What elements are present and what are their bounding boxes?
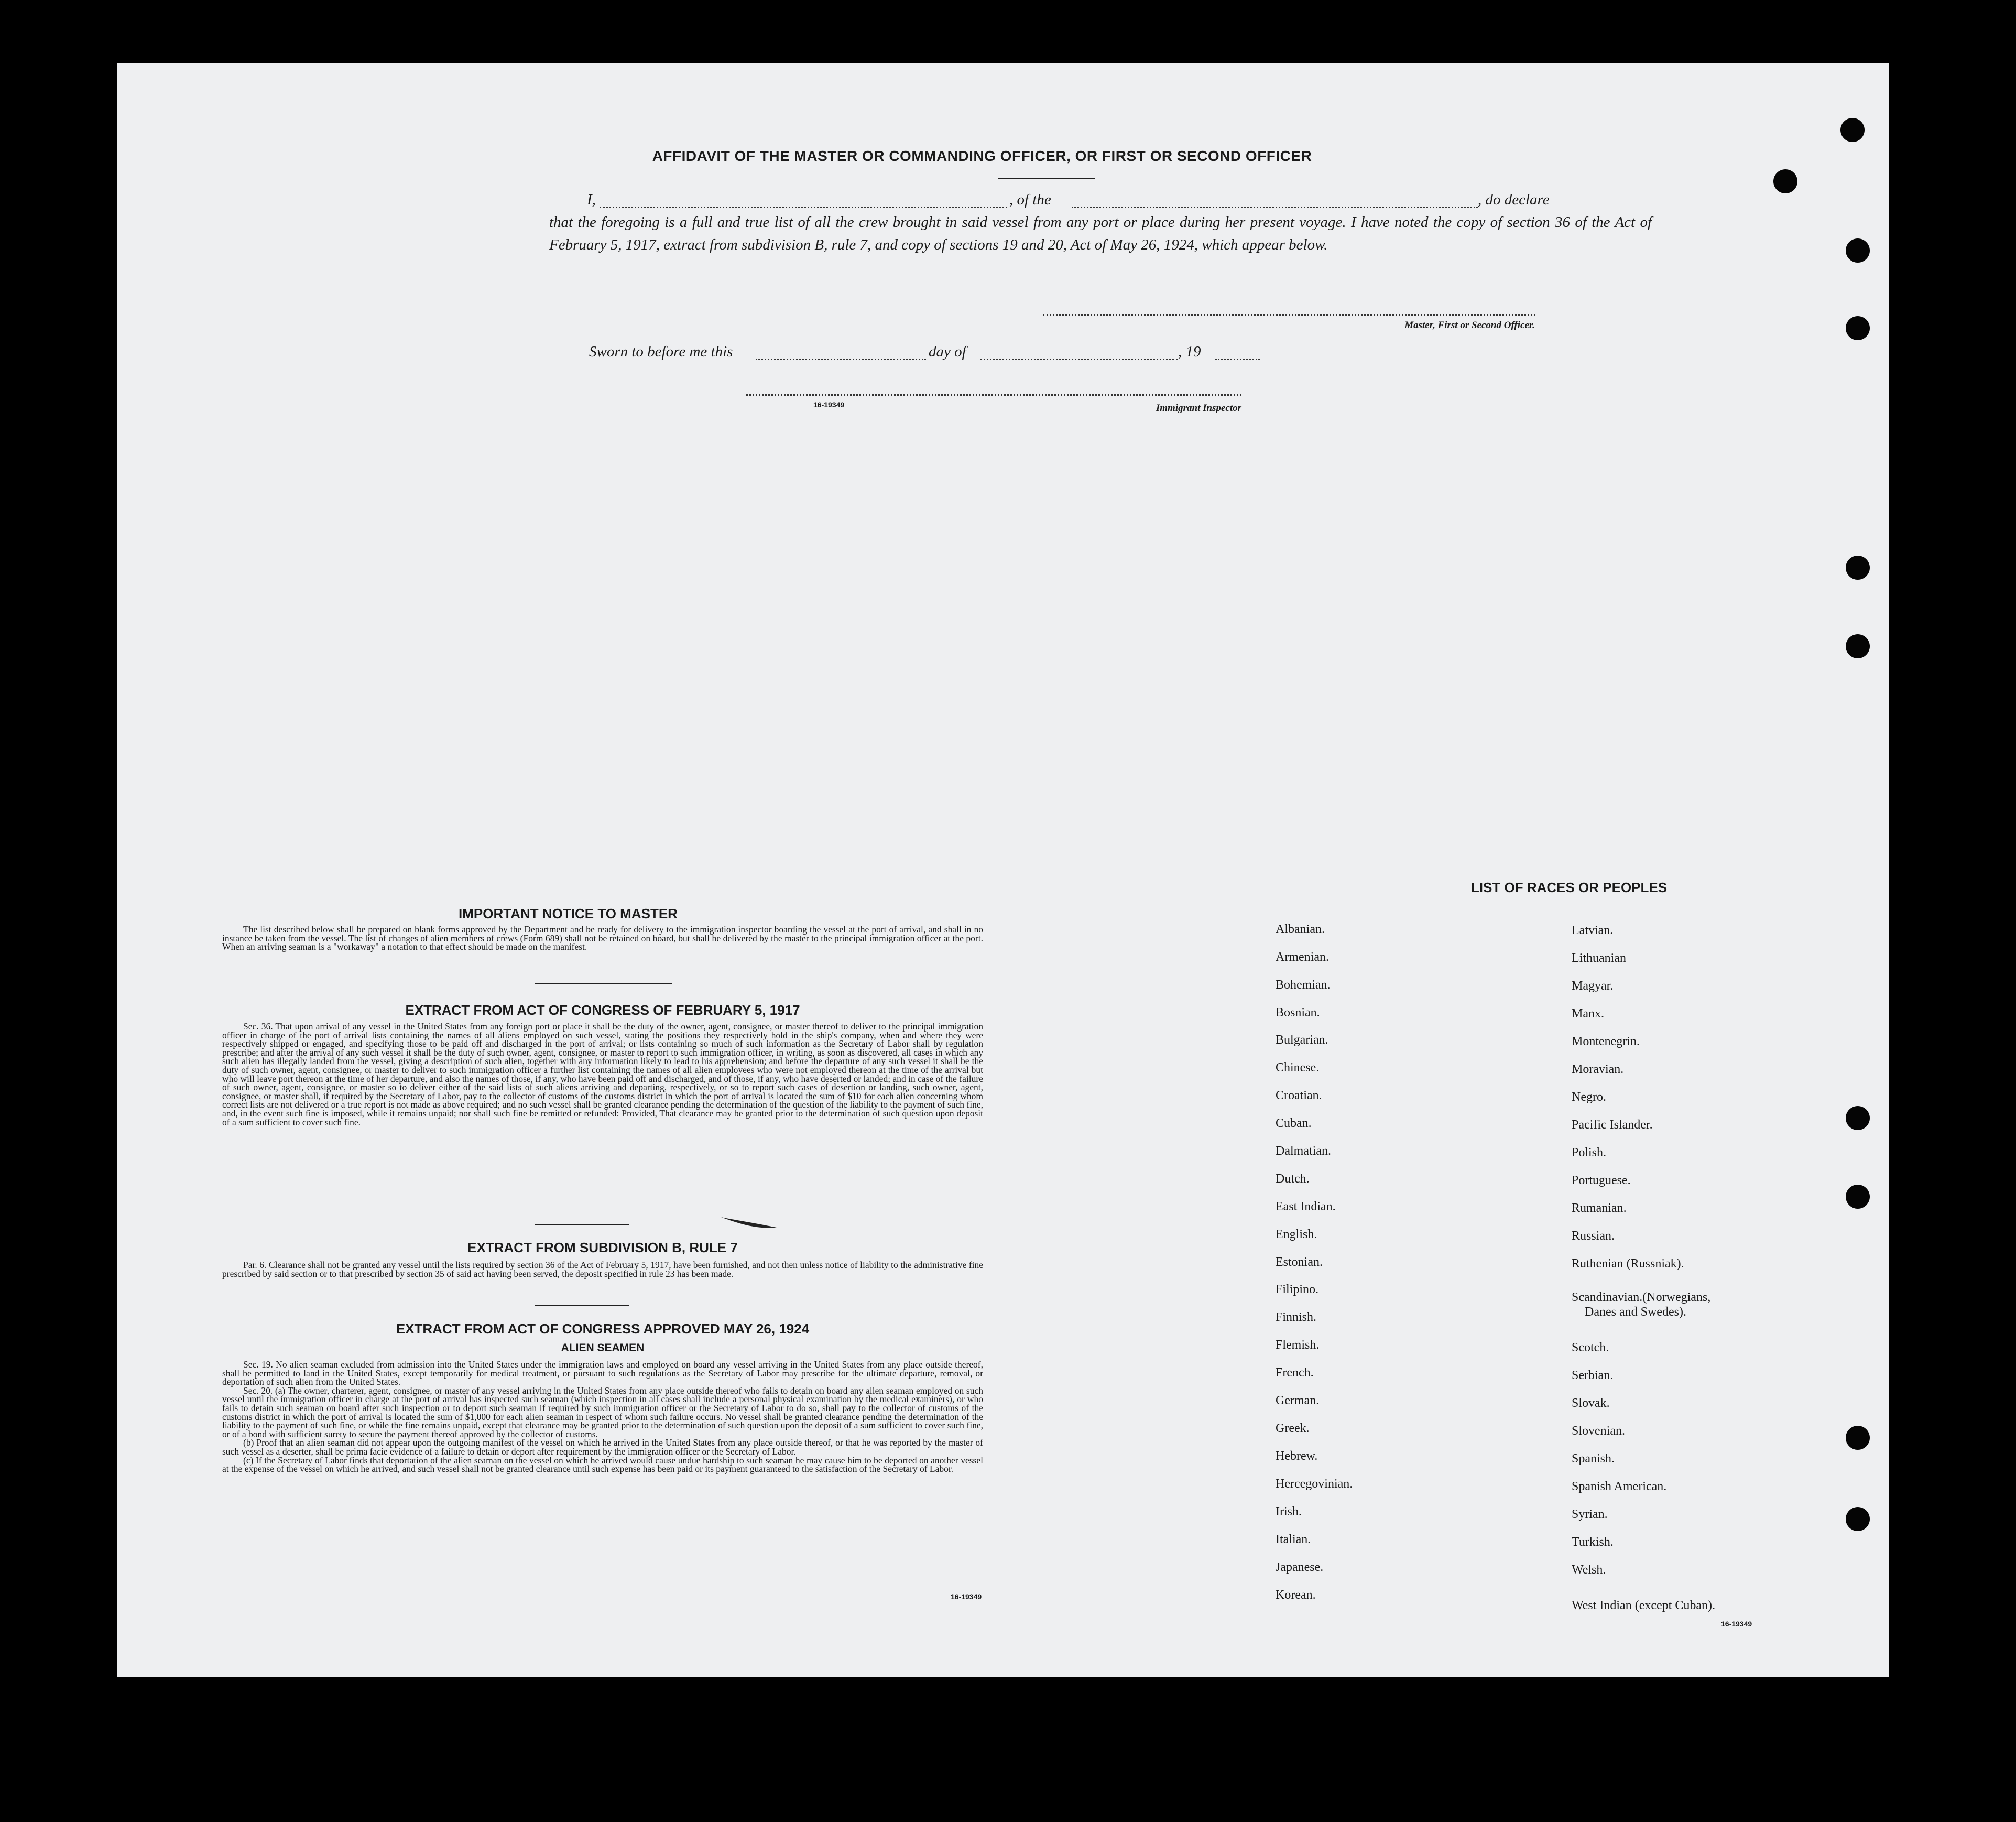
race-item: Estonian.	[1276, 1255, 1323, 1269]
race-item: German.	[1276, 1394, 1320, 1407]
form-number: 16-19349	[1721, 1620, 1752, 1628]
affidavit-body: that the foregoing is a full and true list of all the crew brought in said vessel from any port or place during her present voyage. I have noted the copy of section 36 of the Act of February 5, 1917, extract from subdivision B, rule 7, and copy of sections 19 and 20, Act of May 26, 1924, which appear below.	[549, 214, 1652, 253]
affidavit-line-1	[587, 189, 1651, 212]
sworn-text: Sworn to before me this	[589, 343, 733, 360]
name-blank-line[interactable]	[600, 207, 1007, 208]
extract-1924-text	[222, 1360, 983, 1473]
race-item: Scandinavian.(Norwegians,	[1572, 1290, 1711, 1304]
divider	[535, 983, 672, 984]
race-item: Albanian.	[1276, 923, 1325, 936]
extract-1917-title: EXTRACT FROM ACT OF CONGRESS OF FEBRUARY 5, 1917	[405, 1002, 800, 1018]
race-item: Lithuanian	[1572, 951, 1626, 965]
divider	[998, 178, 1095, 179]
race-item: Greek.	[1276, 1422, 1310, 1435]
form-number: 16-19349	[951, 1592, 982, 1601]
race-item: Slovenian.	[1572, 1424, 1625, 1438]
race-item: Bulgarian.	[1276, 1033, 1328, 1047]
race-item: Scotch.	[1572, 1341, 1609, 1354]
race-item: Korean.	[1276, 1588, 1316, 1602]
extract-rule7-text	[222, 1261, 983, 1278]
race-item: Chinese.	[1276, 1061, 1320, 1075]
race-item: Syrian.	[1572, 1508, 1608, 1521]
binder-hole	[1846, 316, 1870, 340]
section-36-paragraph: Sec. 36. That upon arrival of any vessel in the United States from any foreign port or place it shall be the duty of the owner, agent, consignee, or master thereof to deliver to the principal immigration officer in charge of the port of arrival lists containing the names of all aliens employed on such vessel, stating the positions they respectively hold in the ship's company, when and where they were respectively shipped or engaged, and specifying those to be paid off and discharged in the port of arrival; or lists containing so much of such information as the Secretary of Labor shall by regulation prescribe; and after the arrival of any such vessel it shall be the duty of such owner, agent, consignee, or master to report to such immigration officer, in writing, as soon as discovered, all cases in which any such alien has illegally landed from the vessel, giving a description of such alien, together with any information likely to lead to his apprehension; and before the departure of any such vessel it shall be the duty of such owner, agent, consignee, or master to deliver to such immigration officer a further list containing the names of all alien employees who were not employed thereon at the time of the arrival but who will leave port thereon at the time of her departure, and also the names of those, if any, who have been paid off and discharged, and of those, if any, who have deserted or landed; and in case of the failure of such owner, agent, consignee, or master so to deliver either of the said lists of such aliens arriving and departing, respectively, or so to report such cases of desertion or landing, such owner, agent, consignee, or master shall, if required by the Secretary of Labor, pay to the collector of customs of the customs district in which the port of arrival is located the sum of $10 for each alien concerning whom correct lists are not delivered or a true report is not made as above required; and no such vessel shall be granted clearance pending the determination of the question of the liability to the payment of such fine, and, in the event such fine is imposed, while it remains unpaid; nor shall such fine be remitted or refunded: Provided, That clearance may be granted prior to the determination of such question upon deposit of a sum sufficient to cover such fine.	[222, 1021, 983, 1127]
race-item: Ruthenian (Russniak).	[1572, 1257, 1684, 1271]
section-19-paragraph: Sec. 19. No alien seaman excluded from admission into the United States under the immigration laws and employed on board any vessel arriving in the United States from any place outside thereof, shall be permitted to land in the United States, except temporarily for medical treatment, or pursuant to such regulations as the Secretary of Labor may prescribe for the ultimate departure, removal, or deportation of such alien from the United States.	[222, 1359, 983, 1387]
race-item: Croatian.	[1276, 1089, 1322, 1102]
race-item: Flemish.	[1276, 1338, 1320, 1352]
race-item: Danes and Swedes).	[1585, 1305, 1686, 1319]
race-item: Dutch.	[1276, 1172, 1310, 1186]
section-20b-paragraph: (b) Proof that an alien seaman did not appear upon the outgoing manifest of the vessel on which he arrived in the United States from any place outside thereof, or that he was reported by the master of such vessel as a deserter, shall be prima facie evidence of a failure to detain or deport after requirement by the immigration officer or the Secretary of Labor.	[222, 1437, 983, 1457]
race-item: Moravian.	[1572, 1062, 1624, 1076]
race-item: Welsh.	[1572, 1563, 1606, 1577]
affidavit-do-declare: , do declare	[1478, 191, 1550, 208]
race-item: Rumanian.	[1572, 1201, 1627, 1215]
race-item: Spanish American.	[1572, 1480, 1667, 1493]
inspector-label: Immigrant Inspector	[1156, 403, 1241, 414]
master-signature-label: Master, First or Second Officer.	[1404, 320, 1535, 331]
race-item: Irish.	[1276, 1505, 1302, 1519]
sworn-day-blank[interactable]	[756, 359, 926, 360]
binder-hole	[1846, 1185, 1870, 1209]
sworn-year-blank[interactable]	[1215, 359, 1260, 360]
affidavit-i: I,	[587, 191, 596, 208]
notice-title: IMPORTANT NOTICE TO MASTER	[459, 906, 678, 921]
race-item: Finnish.	[1276, 1310, 1317, 1324]
race-item: Bohemian.	[1276, 978, 1331, 992]
race-item: Slovak.	[1572, 1396, 1610, 1410]
race-item: French.	[1276, 1366, 1314, 1380]
race-item: West Indian (except Cuban).	[1572, 1599, 1715, 1612]
affidavit-of-the: , of the	[1009, 191, 1051, 208]
binder-hole	[1773, 169, 1797, 193]
race-item: Italian.	[1276, 1533, 1311, 1546]
race-item: Pacific Islander.	[1572, 1118, 1653, 1132]
inspector-signature-line[interactable]	[746, 394, 1241, 396]
binder-hole	[1846, 1106, 1870, 1130]
affidavit-title: AFFIDAVIT OF THE MASTER OR COMMANDING OFFICER, OR FIRST OR SECOND OFFICER	[652, 148, 1312, 164]
section-20a-paragraph: Sec. 20. (a) The owner, charterer, agent, consignee, or master of any vessel arriving in the United States from any place outside thereof who fails to detain on board any alien seaman employed on such vessel until the immigration officer in charge at the port of arrival has inspected such seaman (which inspection in all cases shall include a personal physical examination by the medical examiners), or who fails to detain such seaman on board after such inspection or to deport such seaman if required by such immigration officer or the Secretary of Labor to do so, shall pay to the collector of customs of the customs district in which the port of arrival is located the sum of $1,000 for each alien seaman in respect of whom such failure occurs. No vessel shall be granted clearance pending the determination of the liability to the payment of such fine, or while the fine remains unpaid, except that clearance may be granted prior to the determination of such question upon the deposit of a sum sufficient to cover such fine, or of a bond with sufficient surety to secure the payment thereof approved by the collector of customs.	[222, 1385, 983, 1439]
race-item: Portuguese.	[1572, 1174, 1631, 1187]
sworn-day-of: day of	[929, 343, 966, 360]
race-item: Spanish.	[1572, 1452, 1615, 1466]
race-item: Filipino.	[1276, 1283, 1319, 1296]
binder-hole	[1846, 634, 1870, 658]
binder-hole	[1840, 118, 1865, 142]
races-title: LIST OF RACES OR PEOPLES	[1470, 880, 1668, 895]
race-item: Bosnian.	[1276, 1006, 1320, 1020]
extract-rule7-title: EXTRACT FROM SUBDIVISION B, RULE 7	[467, 1240, 738, 1255]
race-item: Montenegrin.	[1572, 1035, 1640, 1048]
notice-text	[222, 925, 983, 951]
divider	[535, 1224, 629, 1225]
race-item: Serbian.	[1572, 1369, 1614, 1382]
race-item: Hebrew.	[1276, 1449, 1318, 1463]
vessel-blank-line[interactable]	[1072, 207, 1478, 208]
par-6-paragraph: Par. 6. Clearance shall not be granted any vessel until the lists required by section 36 of the Act of February 5, 1917, have been furnished, and not then unless notice of liability to the administrative fine prescribed by said section or to that prescribed by section 35 of said act having been served, the deposit specified in rule 23 has been made.	[222, 1260, 983, 1279]
sworn-year: , 19	[1178, 343, 1201, 360]
race-item: Dalmatian.	[1276, 1144, 1331, 1158]
binder-hole	[1846, 1426, 1870, 1450]
race-item: Magyar.	[1572, 979, 1614, 993]
race-item: Armenian.	[1276, 950, 1329, 964]
binder-hole	[1846, 1507, 1870, 1531]
sworn-month-blank[interactable]	[980, 359, 1178, 360]
race-item: Polish.	[1572, 1146, 1607, 1159]
divider	[535, 1305, 629, 1306]
ink-smudge	[720, 1211, 778, 1232]
master-signature-line[interactable]	[1043, 314, 1535, 316]
sworn-line	[589, 341, 1375, 364]
binder-hole	[1846, 238, 1870, 263]
document-page	[117, 63, 1889, 1677]
binder-hole	[1846, 556, 1870, 580]
extract-1924-title: EXTRACT FROM ACT OF CONGRESS APPROVED MAY 26, 1924	[396, 1321, 810, 1337]
race-item: Hercegovinian.	[1276, 1477, 1353, 1491]
alien-seamen-subtitle: ALIEN SEAMEN	[561, 1342, 645, 1354]
race-item: Negro.	[1572, 1090, 1606, 1104]
extract-1917-text	[222, 1022, 983, 1126]
race-item: English.	[1276, 1228, 1317, 1241]
race-item: Japanese.	[1276, 1560, 1324, 1574]
race-item: East Indian.	[1276, 1200, 1336, 1213]
section-20c-paragraph: (c) If the Secretary of Labor finds that deportation of the alien seaman on the vessel on which he arrived would cause undue hardship to such seaman he may cause him to be deported on another vessel at the expense of the vessel on which he arrived, and such vessel shall not be granted clearance until such expense has been paid or its payment guaranteed to the satisfaction of the Secretary of Labor.	[222, 1455, 983, 1474]
race-item: Russian.	[1572, 1229, 1615, 1243]
race-item: Cuban.	[1276, 1116, 1312, 1130]
race-item: Manx.	[1572, 1007, 1604, 1021]
race-item: Turkish.	[1572, 1535, 1614, 1549]
notice-paragraph: The list described below shall be prepared on blank forms approved by the Department and be ready for delivery to the immigration inspector boarding the vessel at the port of arrival, and shall in no instance be taken from the vessel. The list of changes of alien members of crews (Form 689) shall not be retained on board, but shall be delivered by the master to the principal immigration officer at the port. When an arriving seaman is a "workaway" a notation to that effect should be made on the manifest.	[222, 924, 983, 952]
race-item: Latvian.	[1572, 924, 1614, 937]
form-number: 16-19349	[813, 400, 845, 409]
